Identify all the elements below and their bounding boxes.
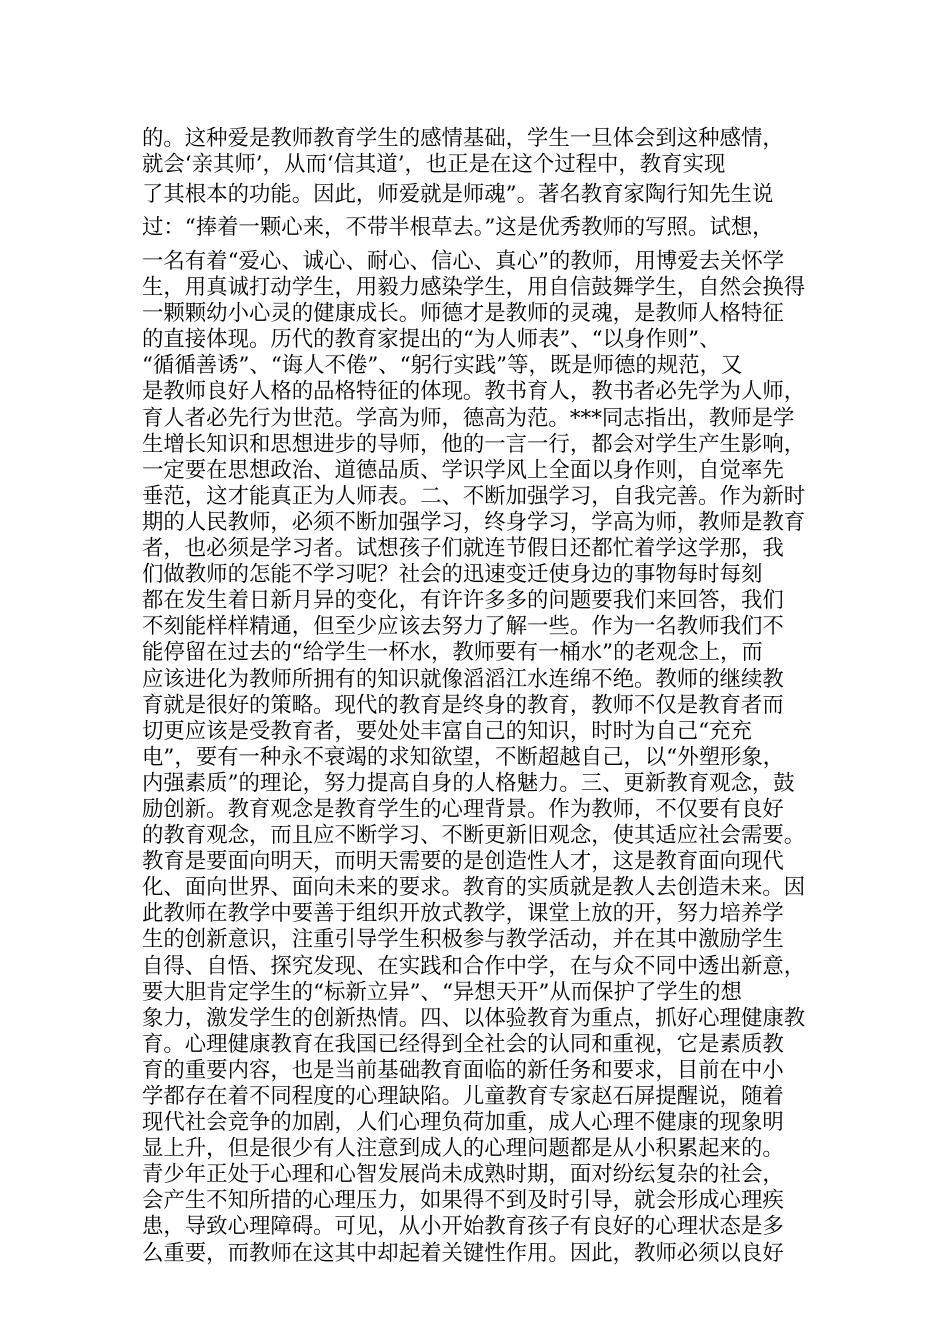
paragraph-line-4 xyxy=(142,215,820,241)
text-line: 青少年正处于心理和心智发展尚未成熟时期，面对纷纭复杂的社会， xyxy=(142,1162,784,1188)
text-line: 生增长知识和思想进步的导师，他的一言一行，都会对学生产生影响， xyxy=(142,431,806,457)
text-line: 学都存在着不同程度的心理缺陷。儿童教育专家赵石屏提醒说，随着 xyxy=(142,1084,784,1109)
text-line: 此教师在教学中要善于组织开放式教学，课堂上放的开，努力培养学 xyxy=(142,901,784,927)
text-line: 就会‘亲其师’，从而‘信其道’，也正是在这个过程中，教育实现 xyxy=(142,152,726,178)
text-line: 要大胆肯定学生的“标新立异”、“异想天开”从而保护了学生的想 xyxy=(142,979,742,1005)
text-line: 的直接体现。历代的教育家提出的“为人师表”、“以身作则”、 xyxy=(142,327,721,353)
text-line: 象力，激发学生的创新热情。四、以体验教育为重点，抓好心理健康教 xyxy=(142,1005,806,1031)
text-line: 了其根本的功能。因此，师爱就是师魂”。著名教育家陶行知先生说 xyxy=(142,182,774,207)
paragraph-line-3 xyxy=(142,182,820,208)
text-line: 么重要，而教师在这其中却起着关键性作用。因此，教师必须以良好 xyxy=(142,1240,784,1266)
text-line: 化、面向世界、面向未来的要求。教育的实质就是教人去创造未来。因 xyxy=(142,875,806,901)
text-line: 励创新。教育观念是教育学生的心理背景。作为教师，不仅要有良好 xyxy=(142,796,784,822)
text-line: 育就是很好的策略。现代的教育是终身的教育，教师不仅是教育者而 xyxy=(142,692,784,718)
text-line: 生的创新意识，注重引导学生积极参与教学活动，并在其中激励学生 xyxy=(142,927,784,953)
text-line: 育。心理健康教育在我国已经得到全社会的认同和重视，它是素质教 xyxy=(142,1031,784,1057)
paragraph-main-body xyxy=(142,249,820,1267)
text-line: 生，用真诚打动学生，用毅力感染学生，用自信鼓舞学生，自然会换得 xyxy=(142,275,806,301)
text-line: 们做教师的怎能不学习呢？社会的迅速变迁使身边的事物每时每刻 xyxy=(142,562,763,588)
text-line: 的。这种爱是教师教育学生的感情基础，学生一旦体会到这种感情， xyxy=(142,126,784,151)
paragraph-lines-top xyxy=(142,126,820,178)
text-line: 是教师良好人格的品格特征的体现。教书育人，教书者必先学为人师， xyxy=(142,379,806,405)
text-line: 垂范，这才能真正为人师表。二、不断加强学习，自我完善。作为新时 xyxy=(142,483,806,509)
text-line: 内强素质”的理论，努力提高自身的人格魅力。三、更新教育观念，鼓 xyxy=(142,770,795,796)
text-line: 育的重要内容，也是当前基础教育面临的新任务和要求，目前在中小 xyxy=(142,1057,784,1083)
text-line: 一颗颗幼小心灵的健康成长。师德才是教师的灵魂，是教师人格特征 xyxy=(142,301,784,327)
text-line: 过：“捧着一颗心来，不带半根草去。”这是优秀教师的写照。试想， xyxy=(142,215,774,240)
text-line: 育人者必先行为世范。学高为师，德高为范。***同志指出，教师是学 xyxy=(142,405,795,431)
text-line: “循循善诱”、“诲人不倦”、“躬行实践”等，既是师德的规范，又 xyxy=(142,353,743,379)
text-line: 自得、自悟、探究发现、在实践和合作中学，在与众不同中透出新意， xyxy=(142,953,806,979)
text-line: 都在发生着日新月异的变化，有许许多多的问题要我们来回答，我们 xyxy=(142,588,784,614)
text-line: 电”，要有一种永不衰竭的求知欲望，不断超越自己，以“外塑形象， xyxy=(142,744,785,770)
text-line: 现代社会竞争的加剧，人们心理负荷加重，成人心理不健康的现象明 xyxy=(142,1110,784,1136)
text-line: 切更应该是受教育者，要处处丰富自己的知识，时时为自己“充充 xyxy=(142,718,752,744)
text-line: 的教育观念，而且应不断学习、不断更新旧观念，使其适应社会需要。 xyxy=(142,823,806,849)
text-line: 一定要在思想政治、道德品质、学识学风上全面以身作则，自觉率先 xyxy=(142,457,784,483)
text-line: 者，也必须是学习者。试想孩子们就连节假日还都忙着学这学那，我 xyxy=(142,536,784,562)
text-line: 能停留在过去的“给学生一杯水，教师要有一桶水”的老观念上，而 xyxy=(142,640,763,666)
text-line: 期的人民教师，必须不断加强学习，终身学习，学高为师，教师是教育 xyxy=(142,509,806,535)
text-line: 教育是要面向明天，而明天需要的是创造性人才，这是教育面向现代 xyxy=(142,849,784,875)
text-line: 显上升，但是很少有人注意到成人的心理问题都是从小积累起来的。 xyxy=(142,1136,784,1162)
text-line: 一名有着“爱心、诚心、耐心、信心、真心”的教师，用博爱去关怀学 xyxy=(142,249,785,274)
text-line: 患，导致心理障碍。可见，从小开始教育孩子有良好的心理状态是多 xyxy=(142,1214,784,1240)
text-line: 应该进化为教师所拥有的知识就像滔滔江水连绵不绝。教师的继续教 xyxy=(142,666,784,692)
text-line: 不刻能样样精通，但至少应该去努力了解一些。作为一名教师我们不 xyxy=(142,614,784,640)
text-line: 会产生不知所措的心理压力，如果得不到及时引导，就会形成心理疾 xyxy=(142,1188,784,1214)
